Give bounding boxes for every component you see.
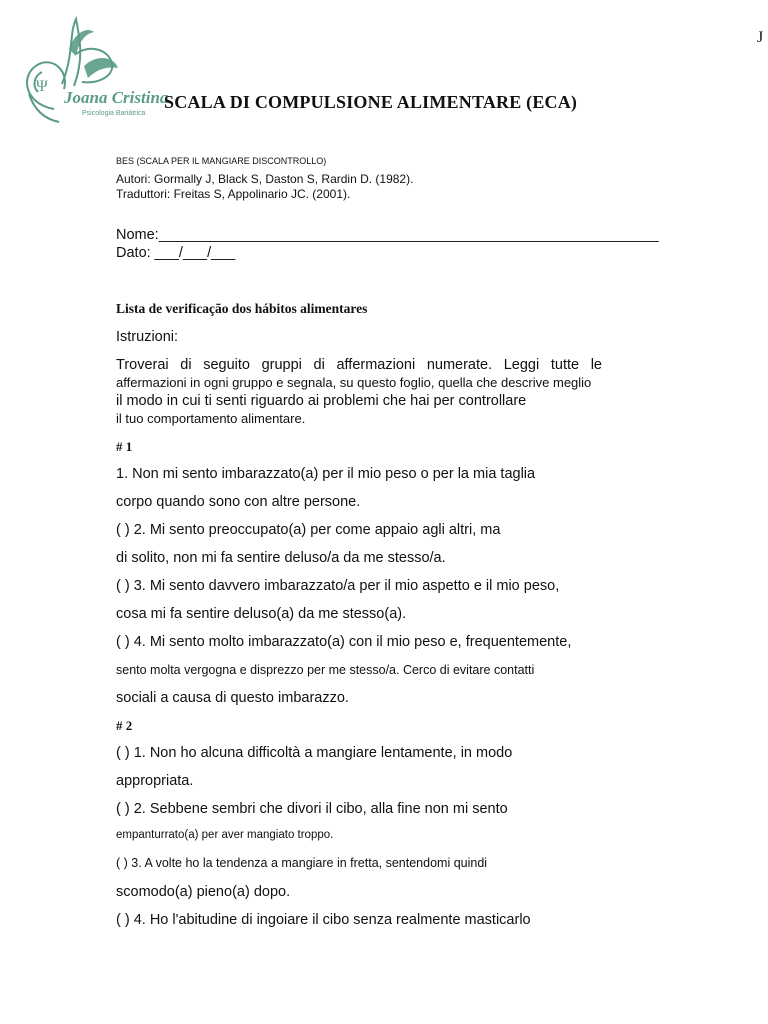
- page-title: SCALA DI COMPULSIONE ALIMENTARE (ECA): [164, 92, 578, 112]
- checklist-title: Lista de verificação dos hábitos alimentares: [116, 301, 368, 316]
- group-1-label: # 1: [116, 439, 133, 454]
- translators-text: Traduttori: Freitas S, Appolinario JC. (2001).: [116, 187, 351, 201]
- corner-letter: J: [757, 29, 764, 46]
- list-item[interactable]: ( ) 1. Non ho alcuna difficoltà a mangiare lentamente, in modo: [116, 745, 513, 761]
- authors-text: Autori: Gormally J, Black S, Daston S, Rardin D. (1982).: [116, 172, 414, 186]
- scale-note: BES (SCALA PER IL MANGIARE DISCONTROLLO): [116, 156, 327, 166]
- list-item: empanturrato(a) per aver mangiato troppo.: [116, 829, 334, 841]
- list-item: cosa mi fa sentire deluso(a) da me stesso(a).: [116, 606, 407, 622]
- list-item[interactable]: ( ) 4. Mi sento molto imbarazzato(a) con il mio peso e, frequentemente,: [116, 634, 572, 650]
- list-item[interactable]: ( ) 3. A volte ho la tendenza a mangiare in fretta, sentendomi quindi: [116, 856, 488, 870]
- date-field[interactable]: Dato: ___/___/___: [116, 245, 236, 261]
- instructions-label: Istruzioni:: [116, 329, 179, 345]
- list-item[interactable]: ( ) 2. Mi sento preoccupato(a) per come appaio agli altri, ma: [116, 522, 501, 538]
- list-item: scomodo(a) pieno(a) dopo.: [116, 884, 291, 900]
- list-item: sento molta vergogna e disprezzo per me stesso/a. Cerco di evitare contatti: [116, 663, 535, 677]
- logo-name: Joana Cristina: [64, 88, 169, 107]
- logo-symbol: Ψ: [36, 78, 48, 95]
- logo-subtitle: Psicologia Bariátrica: [82, 110, 146, 117]
- instructions-line: il modo in cui ti senti riguardo ai problemi che hai per controllare: [116, 393, 527, 409]
- list-item[interactable]: 1. Non mi sento imbarazzato(a) per il mio peso o per la mia taglia: [116, 466, 536, 482]
- list-item[interactable]: ( ) 2. Sebbene sembri che divori il cibo, alla fine non mi sento: [116, 801, 508, 817]
- instructions-line: affermazioni in ogni gruppo e segnala, su questo foglio, quella che descrive meglio: [116, 375, 592, 390]
- brand-logo: [14, 14, 169, 129]
- instructions-line: Troverai di seguito gruppi di affermazioni numerate. Leggi tutte le: [116, 357, 602, 373]
- list-item: di solito, non mi fa sentire deluso/a da me stesso/a.: [116, 550, 446, 566]
- list-item[interactable]: ( ) 4. Ho l'abitudine di ingoiare il cibo senza realmente masticarlo: [116, 912, 531, 928]
- instructions-line: il tuo comportamento alimentare.: [116, 411, 306, 426]
- list-item[interactable]: ( ) 3. Mi sento davvero imbarazzato/a per il mio aspetto e il mio peso,: [116, 578, 560, 594]
- list-item: appropriata.: [116, 773, 194, 789]
- list-item: corpo quando sono con altre persone.: [116, 494, 361, 510]
- list-item: sociali a causa di questo imbarazzo.: [116, 690, 349, 706]
- name-field[interactable]: Nome:______________________________________________________________: [116, 227, 659, 243]
- instructions-text: [116, 356, 636, 428]
- group-2-label: # 2: [116, 718, 133, 733]
